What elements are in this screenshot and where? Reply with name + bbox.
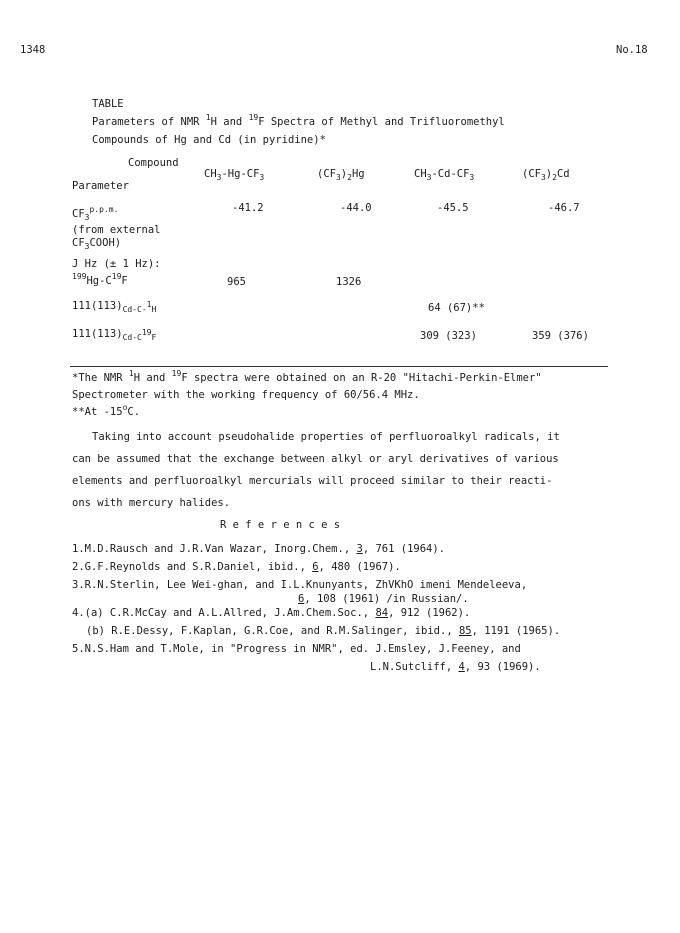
value-cell: 359 (376): [532, 330, 589, 342]
row-cf3-reference-compound: $CF_3COOH$): [72, 237, 122, 251]
reference-item: 4.(a) C.R.McCay and A.L.Allred, J.Am.Chem.Soc., 84, 912 (1962).: [72, 607, 471, 619]
paragraph-line: elements and perfluoroalkyl mercurials will proceed similar to their reacti-: [72, 475, 553, 487]
paragraph-line: Taking into account pseudohalide properties of perfluoroalkyl radicals, it: [92, 431, 560, 443]
row-cd-c-f-label: $111(113)_{Cd-C^{19}F}$: [72, 328, 157, 342]
reference-item: 3.R.N.Sterlin, Lee Wei-ghan, and I.L.Knunyants, ZhVKhO imeni Mendeleeva,: [72, 579, 528, 591]
value-cell: 1326: [336, 276, 362, 288]
value-cell: -45.5: [437, 202, 469, 214]
reference-item: 5.N.S.Ham and T.Mole, in "Progress in NMR", ed. J.Emsley, J.Feeney, and: [72, 643, 521, 655]
row-cf3-ppm-label: $CF_3^{p.p.m.}$: [72, 205, 119, 222]
footnote-2: **At -15$^o$C.: [72, 403, 141, 418]
table-title: Parameters of NMR $^1$H and $^{19}$F Spectra of Methyl and Trifluoromethyl: [92, 113, 505, 128]
column-header-ch3-cd-cf3: $CH_3-Cd-CF_3$: [414, 168, 475, 182]
column-header-cf3-2-hg: $(CF_3)_2Hg$: [317, 168, 365, 182]
table-title-line2: Compounds of Hg and Cd (in pyridine)*: [92, 134, 326, 146]
reference-item: (b) R.E.Dessy, F.Kaplan, G.R.Coe, and R.M.Salinger, ibid., 85, 1191 (1965).: [86, 625, 561, 637]
reference-item: 1.M.D.Rausch and J.R.Van Wazar, Inorg.Chem., 3, 761 (1964).: [72, 543, 445, 555]
value-cell: -44.0: [340, 202, 372, 214]
row-coupling-label: J Hz (± 1 Hz):: [72, 258, 161, 270]
footnote-1-line2: Spectrometer with the working frequency of 60/56.4 MHz.: [72, 389, 420, 401]
value-cell: -46.7: [548, 202, 580, 214]
reference-item: 2.G.F.Reynolds and S.R.Daniel, ibid., 6, 480 (1967).: [72, 561, 401, 573]
table-rule: [70, 366, 608, 367]
row-cd-c-h-label: $111(113)_{Cd-C-^1H}$: [72, 300, 157, 314]
value-cell: 965: [227, 276, 246, 288]
value-cell: -41.2: [232, 202, 264, 214]
paragraph-line: ons with mercury halides.: [72, 497, 231, 509]
row-cf3-reference-note: (from external: [72, 224, 161, 236]
table-label: TABLE: [92, 98, 124, 110]
value-cell: 309 (323): [420, 330, 477, 342]
column-header-cf3-2-cd: $(CF_3)_2Cd$: [522, 168, 570, 182]
reference-item-continuation: L.N.Sutcliff, 4, 93 (1969).: [370, 661, 541, 673]
parameter-header: Parameter: [72, 180, 129, 192]
paragraph-line: can be assumed that the exchange between alkyl or aryl derivatives of various: [72, 453, 559, 465]
column-header-ch3-hg-cf3: $CH_3-Hg-CF_3$: [204, 168, 265, 182]
issue-number: No.18: [616, 44, 648, 56]
reference-item-continuation: 6, 108 (1961) /in Russian/.: [298, 593, 469, 605]
page-number: 1348: [20, 44, 46, 56]
compound-header: Compound: [128, 157, 179, 169]
footnote-1: *The NMR $^1$H and $^{19}$F spectra were obtained on an R-20 "Hitachi-Perkin-Elmer": [72, 369, 542, 384]
value-cell: 64 (67)**: [428, 302, 485, 314]
references-heading: R e f e r e n c e s: [220, 519, 341, 531]
row-hg-c-f-label: $^{199}Hg-C^{19}F$: [72, 272, 128, 287]
